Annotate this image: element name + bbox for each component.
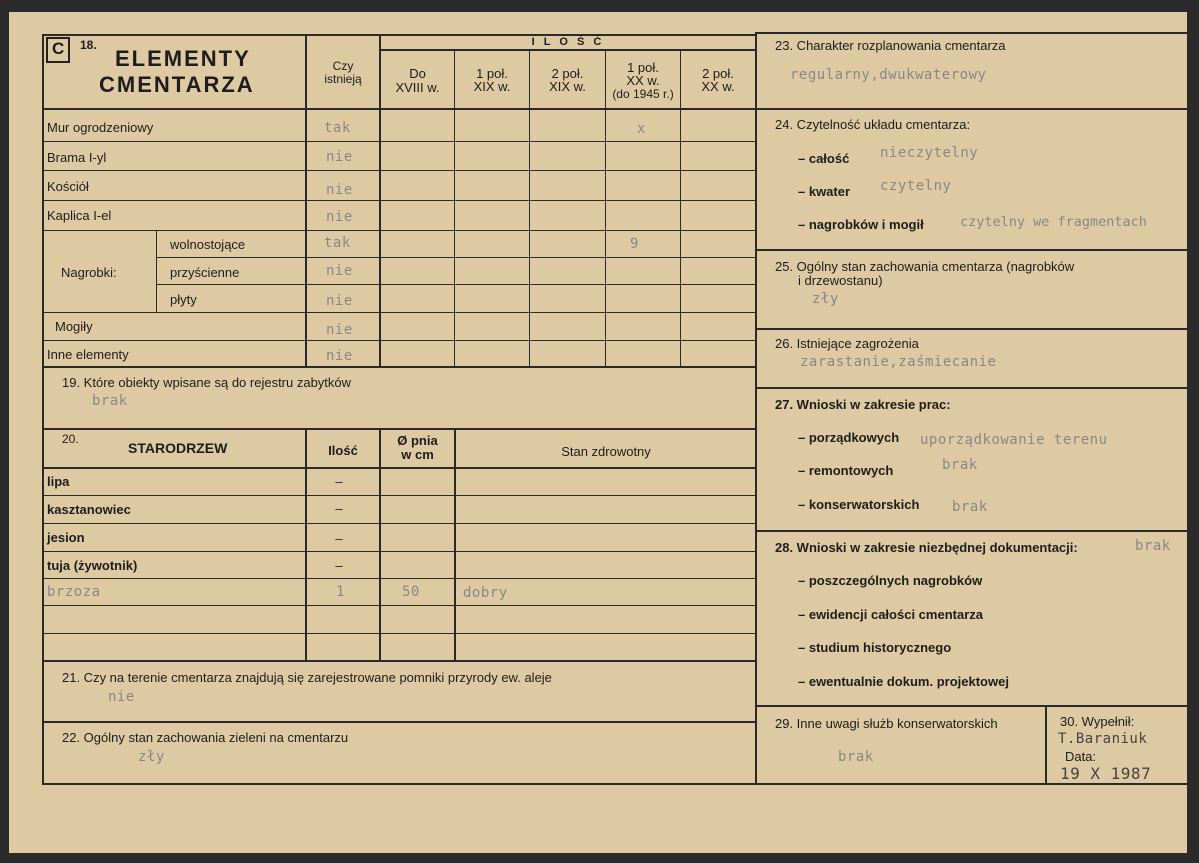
col-period-line: XIX w. <box>549 79 586 94</box>
s20-col-stan: Stan zdrowotny <box>561 444 651 459</box>
s19-question: 19. Które obiekty wpisane są do rejestru zabytków <box>62 375 352 390</box>
frame-top-right <box>755 32 1190 34</box>
s25-question-2: i drzewostanu) <box>798 273 883 288</box>
s20-row-line <box>42 605 756 606</box>
s20-row-line <box>42 578 756 579</box>
s29-answer: brak <box>838 749 874 765</box>
s26-question: 26. Istniejące zagrożenia <box>775 336 919 351</box>
nagrobki-sub-label: płyty <box>170 292 197 307</box>
row-line <box>156 284 756 285</box>
s22-question: 22. Ogólny stan zachowania zieleni na cmentarzu <box>62 730 349 745</box>
row-line <box>42 230 756 231</box>
col-exists-1: Czy <box>332 59 354 73</box>
s29-divider <box>1045 706 1047 784</box>
row-line <box>42 312 756 313</box>
s23-bottom <box>756 108 1190 110</box>
nagrobki-sub-label: wolnostojące <box>170 237 246 252</box>
s18-title-line2: CMENTARZA <box>99 72 255 97</box>
row-label: Inne elementy <box>47 347 129 362</box>
s24-item-label: – kwater <box>798 184 851 199</box>
tree-qty: 1 <box>336 584 345 600</box>
s28-bottom <box>756 705 1190 707</box>
tree-qty: – <box>335 531 343 546</box>
s28-item: – ewentualnie dokum. projektowej <box>798 674 1009 689</box>
frame-right <box>1188 32 1190 784</box>
tree-qty: – <box>335 558 343 573</box>
row-exists: tak <box>324 120 351 136</box>
s20-col-pnia-unit: w cm <box>401 447 434 462</box>
scan-edge-left <box>0 0 9 863</box>
s24-question: 24. Czytelność układu cmentarza: <box>775 117 971 132</box>
s27-item-label: – konserwatorskich <box>798 497 920 512</box>
s22-answer: zły <box>138 749 165 765</box>
s20-title: STARODRZEW <box>128 440 228 456</box>
s20-row-line <box>42 551 756 552</box>
row-label: Kaplica I-el <box>47 208 112 223</box>
s26-answer: zarastanie,zaśmiecanie <box>800 354 997 370</box>
nagrobki-exists: nie <box>326 263 353 279</box>
scan-edge-top <box>0 0 1199 12</box>
s18-col-line <box>454 50 455 367</box>
s20-col-line <box>379 429 381 661</box>
col-period-line: XIX w. <box>473 79 511 94</box>
nagrobki-sub-label: przyścienne <box>170 265 240 280</box>
row-label: Mogiły <box>55 319 93 334</box>
col-period-line: XX w. <box>701 79 735 94</box>
s24-bottom <box>756 249 1190 251</box>
s24-item-label: – całość <box>798 151 850 166</box>
s27-item-label: – remontowych <box>798 463 894 478</box>
tree-qty: – <box>335 501 343 516</box>
col-exists-2: istnieją <box>324 72 362 86</box>
tree-name: kasztanowiec <box>47 502 131 517</box>
s21-question: 21. Czy na terenie cmentarza znajdują się zarejestrowane pomniki przyrody ew. aleje <box>62 670 552 685</box>
col-period-line: (do 1945 r.) <box>612 87 674 101</box>
row-label: Brama I-yl <box>47 150 107 165</box>
tree-pnia: 50 <box>402 584 420 600</box>
s20-header-bottom <box>42 467 756 469</box>
section-letter: C <box>52 39 65 58</box>
s18-header-bottom <box>42 108 756 110</box>
nagrobki-exists: tak <box>324 235 351 251</box>
row-label: Kościół <box>47 179 89 194</box>
s28-answer: brak <box>1135 538 1171 554</box>
s20-row-line <box>42 633 756 634</box>
nagrobki-value: 9 <box>630 236 639 252</box>
s27-question: 27. Wnioski w zakresie prac: <box>775 397 951 412</box>
s28-item: – studium historycznego <box>798 640 952 655</box>
scan-edge-bottom <box>0 853 1199 863</box>
s30-question: 30. Wypełnił: <box>1060 714 1135 729</box>
s28-item: – ewidencji całości cmentarza <box>798 607 983 622</box>
s24-item-answer: czytelny <box>880 178 952 194</box>
s27-item-answer: brak <box>952 499 988 515</box>
s30-date: 19 X 1987 <box>1060 764 1152 783</box>
col-period-line: 2 poł. <box>702 66 734 81</box>
col-period-line: XVIII w. <box>395 80 440 95</box>
nagrobki-exists: nie <box>326 293 353 309</box>
s18-sub-col-line <box>156 230 157 312</box>
s26-bottom <box>756 387 1190 389</box>
s21-bottom <box>42 721 756 723</box>
tree-name: jesion <box>47 530 85 545</box>
frame-left <box>42 34 44 784</box>
s20-bottom <box>42 660 756 662</box>
row-exists: nie <box>326 348 353 364</box>
s23-question: 23. Charakter rozplanowania cmentarza <box>775 38 1006 53</box>
col-period-line: 1 poł. <box>627 60 659 75</box>
s18-col-line <box>529 50 530 367</box>
s20-col-ilosc: Ilość <box>328 443 358 458</box>
tree-qty: – <box>335 474 343 489</box>
s20-col-line <box>454 429 456 661</box>
s20-row-line <box>42 523 756 524</box>
tree-name: tuja (żywotnik) <box>47 558 138 573</box>
col-ilosc: I L O Ś Ć <box>531 36 605 48</box>
s19-answer: brak <box>92 393 128 409</box>
row-line <box>42 200 756 201</box>
row-line <box>42 141 756 142</box>
s28-question: 28. Wnioski w zakresie niezbędnej dokumentacji: <box>775 540 1078 555</box>
frame-bottom <box>42 783 1190 785</box>
row-label: Mur ogrodzeniowy <box>47 120 154 135</box>
s23-answer: regularny,dwukwaterowy <box>790 67 987 83</box>
s20-col-pnia: Ø pnia <box>397 433 438 448</box>
tree-name: brzoza <box>47 584 101 600</box>
s28-item: – poszczególnych nagrobków <box>798 573 983 588</box>
frame-mid <box>755 32 757 784</box>
tree-stan: dobry <box>463 585 508 601</box>
s18-col-line <box>680 50 681 367</box>
s18-title-line1: ELEMENTY <box>115 46 251 71</box>
row-exists: nie <box>326 149 353 165</box>
row-mark: x <box>637 121 646 137</box>
col-period-line: Do <box>409 66 426 81</box>
row-exists: nie <box>326 322 353 338</box>
col-period-line: XX w. <box>626 73 660 88</box>
s29-question: 29. Inne uwagi służb konserwatorskich <box>775 716 998 731</box>
s24-item-answer: nieczytelny <box>880 145 979 161</box>
col-period-line: 2 poł. <box>551 66 584 81</box>
s30-date-label: Data: <box>1065 749 1097 764</box>
row-line <box>42 340 756 341</box>
tree-name: lipa <box>47 474 70 489</box>
s24-item-answer: czytelny we fragmentach <box>960 214 1147 230</box>
s25-question-1: 25. Ogólny stan zachowania cmentarza (nagrobków <box>775 259 1075 274</box>
row-line <box>42 170 756 171</box>
s18-number: 18. <box>80 38 97 52</box>
s19-bottom <box>42 428 756 430</box>
s27-item-answer: brak <box>942 457 978 473</box>
s25-answer: zły <box>812 291 839 307</box>
nagrobki-label: Nagrobki: <box>61 265 117 280</box>
s20-number: 20. <box>62 432 79 446</box>
s24-item-label: – nagrobków i mogił <box>798 217 924 232</box>
col-period-line: 1 poł. <box>476 66 508 81</box>
s20-row-line <box>42 495 756 496</box>
s21-answer: nie <box>108 689 135 705</box>
row-exists: nie <box>326 182 353 198</box>
row-exists: nie <box>326 209 353 225</box>
s27-item-answer: uporządkowanie terenu <box>920 432 1108 448</box>
row-line <box>42 366 756 368</box>
s27-bottom <box>756 530 1190 532</box>
s25-bottom <box>756 328 1190 330</box>
s30-name: T.Baraniuk <box>1058 731 1148 747</box>
row-line <box>156 257 756 258</box>
s27-item-label: – porządkowych <box>798 430 900 445</box>
